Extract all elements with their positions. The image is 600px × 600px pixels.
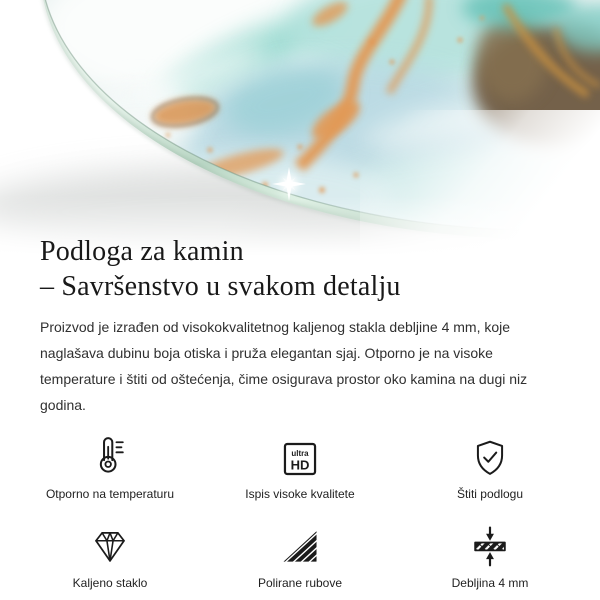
feature-label: Ispis visoke kvalitete	[245, 487, 355, 501]
feature-polished-edges	[220, 521, 380, 590]
shield-check-icon	[470, 432, 510, 478]
feature-print-quality	[220, 432, 380, 501]
feature-label: Štiti podlogu	[456, 487, 524, 501]
feature-thickness	[410, 521, 570, 590]
glass-pad-illustration	[0, 0, 600, 262]
page-title-line2: – Savršenstvo u svakom detalju	[40, 271, 401, 302]
feature-temperature	[30, 432, 190, 501]
feature-label: Kaljeno staklo	[72, 576, 148, 590]
feature-grid	[30, 432, 570, 590]
feature-label: Polirane rubove	[257, 576, 343, 590]
page-title	[40, 234, 568, 304]
product-description: Proizvod je izrađen od visokokvalitetnog kaljenog stakla debljine 4 mm, koje naglašava dubinu boja otiska i pruža elegantan sjaj. Otporno je na visoke temperature i štiti od oštećenja, čime osigurava prostor oko kamina na dugi niz godina.	[40, 319, 528, 413]
product-image	[0, 0, 600, 262]
ultra-hd-badge-bottom: HD	[290, 457, 310, 473]
diamond-icon	[89, 521, 131, 567]
feature-row-1	[30, 432, 570, 501]
thermometer-icon	[88, 432, 132, 478]
feature-tempered-glass	[30, 521, 190, 590]
feature-label: Debljina 4 mm	[451, 576, 529, 590]
ultra-hd-badge-top: ultra	[291, 448, 309, 458]
thickness-icon	[469, 521, 511, 567]
polished-edges-icon	[279, 521, 321, 567]
product-info-section	[40, 234, 568, 590]
feature-label: Otporno na temperaturu	[45, 487, 175, 501]
page-title-line1: Podloga za kamin	[40, 236, 244, 267]
feature-protection	[410, 432, 570, 501]
feature-row-2	[30, 521, 570, 590]
ultra-hd-icon	[281, 432, 319, 478]
